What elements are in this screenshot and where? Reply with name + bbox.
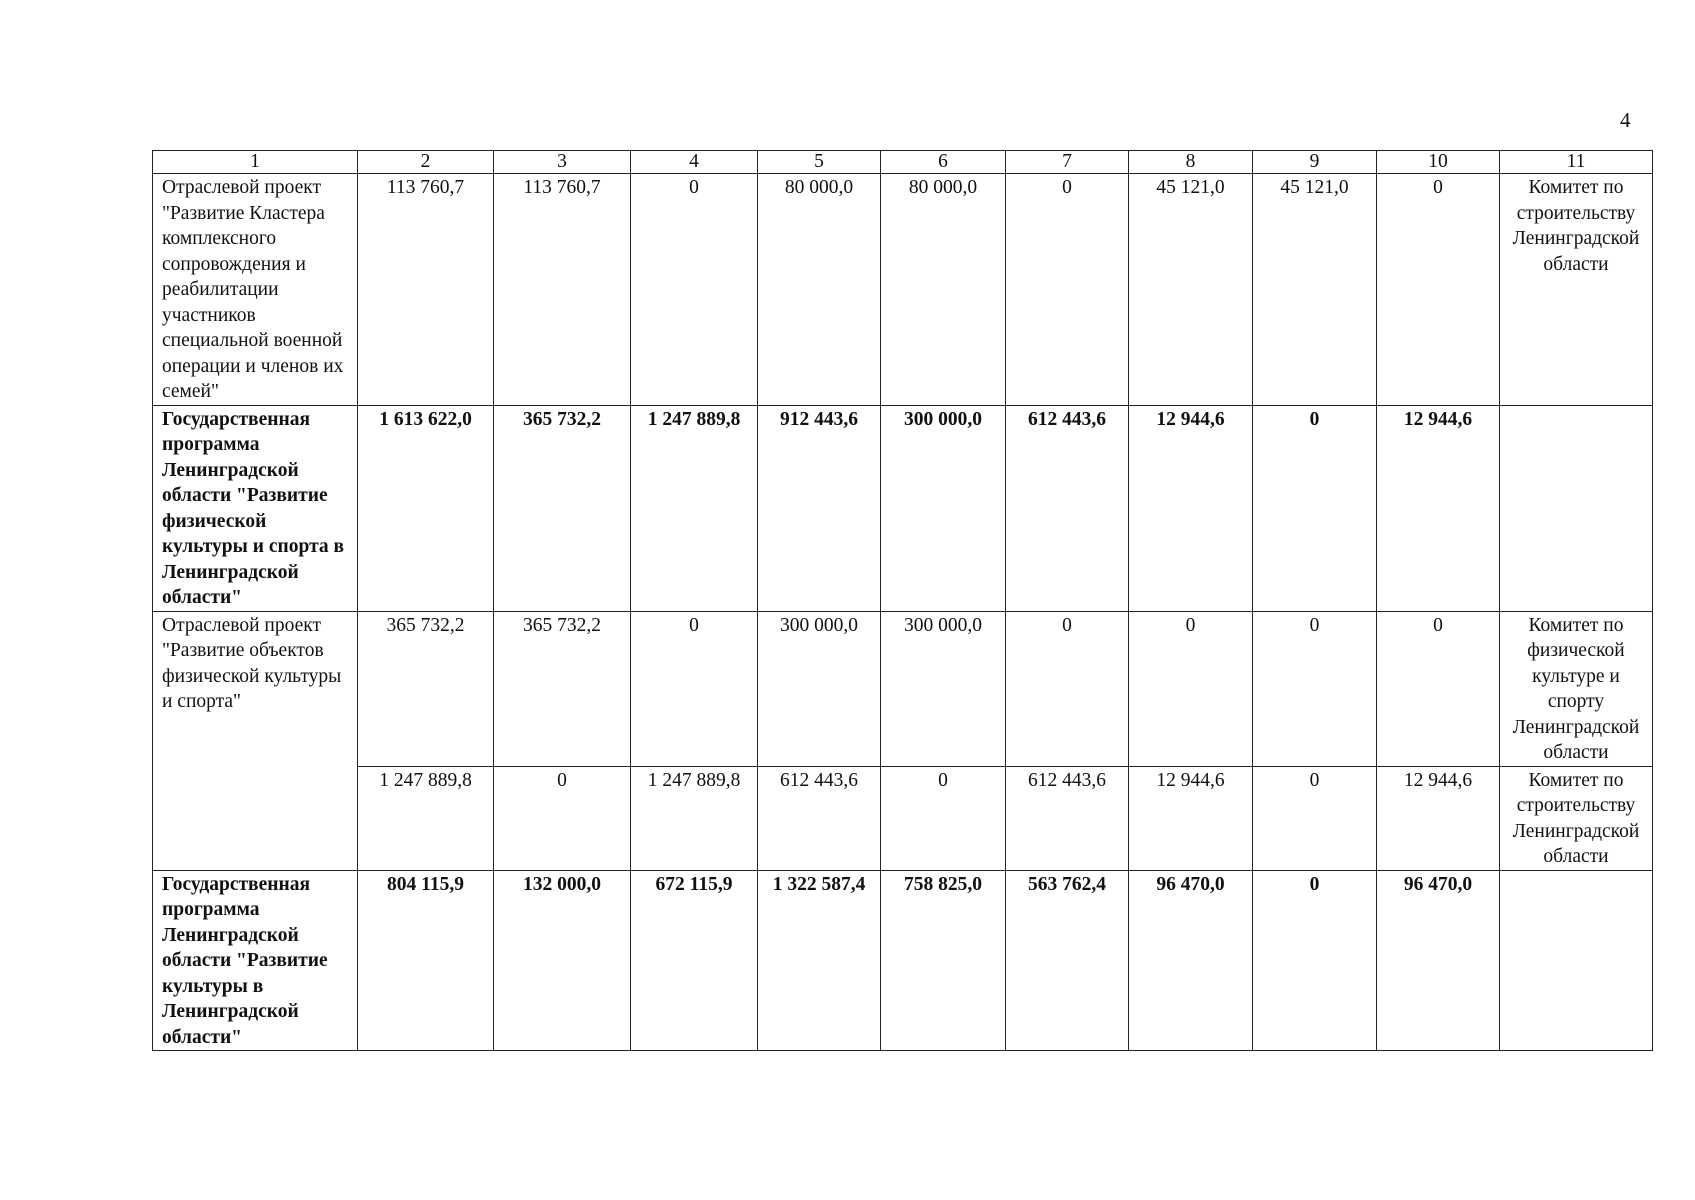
- amount-cell: 80 000,0: [881, 174, 1006, 406]
- amount-cell: 365 732,2: [358, 611, 494, 766]
- amount-cell: 12 944,6: [1377, 766, 1500, 870]
- executor-cell: Комитет по строительству Ленинградской области: [1500, 766, 1653, 870]
- amount-cell: 113 760,7: [358, 174, 494, 406]
- amount-cell: 758 825,0: [881, 870, 1006, 1051]
- column-header: 2: [358, 151, 494, 174]
- executor-cell: Комитет по строительству Ленинградской области: [1500, 174, 1653, 406]
- table-row: [153, 870, 1653, 1051]
- column-header: 6: [881, 151, 1006, 174]
- amount-cell: 912 443,6: [758, 405, 881, 611]
- amount-cell: 1 247 889,8: [631, 766, 758, 870]
- amount-cell: 804 115,9: [358, 870, 494, 1051]
- page-number: 4: [1620, 108, 1631, 132]
- column-header: 4: [631, 151, 758, 174]
- amount-cell: 0: [631, 611, 758, 766]
- amount-cell: 0: [631, 174, 758, 406]
- project-name: Отраслевой проект "Развитие объектов физической культуры и спорта": [153, 611, 358, 870]
- executor-cell: Комитет по физической культуре и спорту Ленинградской области: [1500, 611, 1653, 766]
- amount-cell: 365 732,2: [494, 405, 631, 611]
- amount-cell: 0: [1006, 174, 1129, 406]
- program-name: Государственная программа Ленинградской области "Развитие физической культуры и спорта в Ленинградской области": [153, 405, 358, 611]
- amount-cell: 12 944,6: [1129, 405, 1253, 611]
- column-header: 11: [1500, 151, 1653, 174]
- amount-cell: 1 247 889,8: [631, 405, 758, 611]
- amount-cell: 563 762,4: [1006, 870, 1129, 1051]
- amount-cell: 0: [1253, 870, 1377, 1051]
- column-header: 3: [494, 151, 631, 174]
- amount-cell: 1 613 622,0: [358, 405, 494, 611]
- amount-cell: 300 000,0: [881, 611, 1006, 766]
- amount-cell: 0: [494, 766, 631, 870]
- column-header: 8: [1129, 151, 1253, 174]
- project-name: Отраслевой проект "Развитие Кластера комплексного сопровождения и реабилитации участников специальной военной операции и членов их семей": [153, 174, 358, 406]
- table-row: [153, 766, 1653, 870]
- amount-cell: 12 944,6: [1129, 766, 1253, 870]
- amount-cell: 612 443,6: [758, 766, 881, 870]
- amount-cell: 612 443,6: [1006, 766, 1129, 870]
- executor-cell: [1500, 870, 1653, 1051]
- amount-cell: 12 944,6: [1377, 405, 1500, 611]
- program-name: Государственная программа Ленинградской области "Развитие культуры в Ленинградской области": [153, 870, 358, 1051]
- amount-cell: 96 470,0: [1129, 870, 1253, 1051]
- amount-cell: 45 121,0: [1129, 174, 1253, 406]
- amount-cell: 1 322 587,4: [758, 870, 881, 1051]
- amount-cell: 365 732,2: [494, 611, 631, 766]
- amount-cell: 0: [1253, 611, 1377, 766]
- column-header: 5: [758, 151, 881, 174]
- amount-cell: 300 000,0: [881, 405, 1006, 611]
- amount-cell: 0: [1377, 611, 1500, 766]
- amount-cell: 300 000,0: [758, 611, 881, 766]
- amount-cell: 0: [881, 766, 1006, 870]
- amount-cell: 0: [1006, 611, 1129, 766]
- amount-cell: 0: [1253, 766, 1377, 870]
- amount-cell: 612 443,6: [1006, 405, 1129, 611]
- amount-cell: 113 760,7: [494, 174, 631, 406]
- column-header: 7: [1006, 151, 1129, 174]
- amount-cell: 672 115,9: [631, 870, 758, 1051]
- column-header: 1: [153, 151, 358, 174]
- header-row: [153, 151, 1653, 174]
- budget-table: [152, 150, 1653, 1051]
- executor-cell: [1500, 405, 1653, 611]
- amount-cell: 132 000,0: [494, 870, 631, 1051]
- column-header: 10: [1377, 151, 1500, 174]
- table-row: [153, 174, 1653, 406]
- amount-cell: 0: [1129, 611, 1253, 766]
- column-header: 9: [1253, 151, 1377, 174]
- amount-cell: 80 000,0: [758, 174, 881, 406]
- amount-cell: 0: [1253, 405, 1377, 611]
- table-row: [153, 405, 1653, 611]
- amount-cell: 0: [1377, 174, 1500, 406]
- table-row: [153, 611, 1653, 766]
- amount-cell: 45 121,0: [1253, 174, 1377, 406]
- amount-cell: 1 247 889,8: [358, 766, 494, 870]
- amount-cell: 96 470,0: [1377, 870, 1500, 1051]
